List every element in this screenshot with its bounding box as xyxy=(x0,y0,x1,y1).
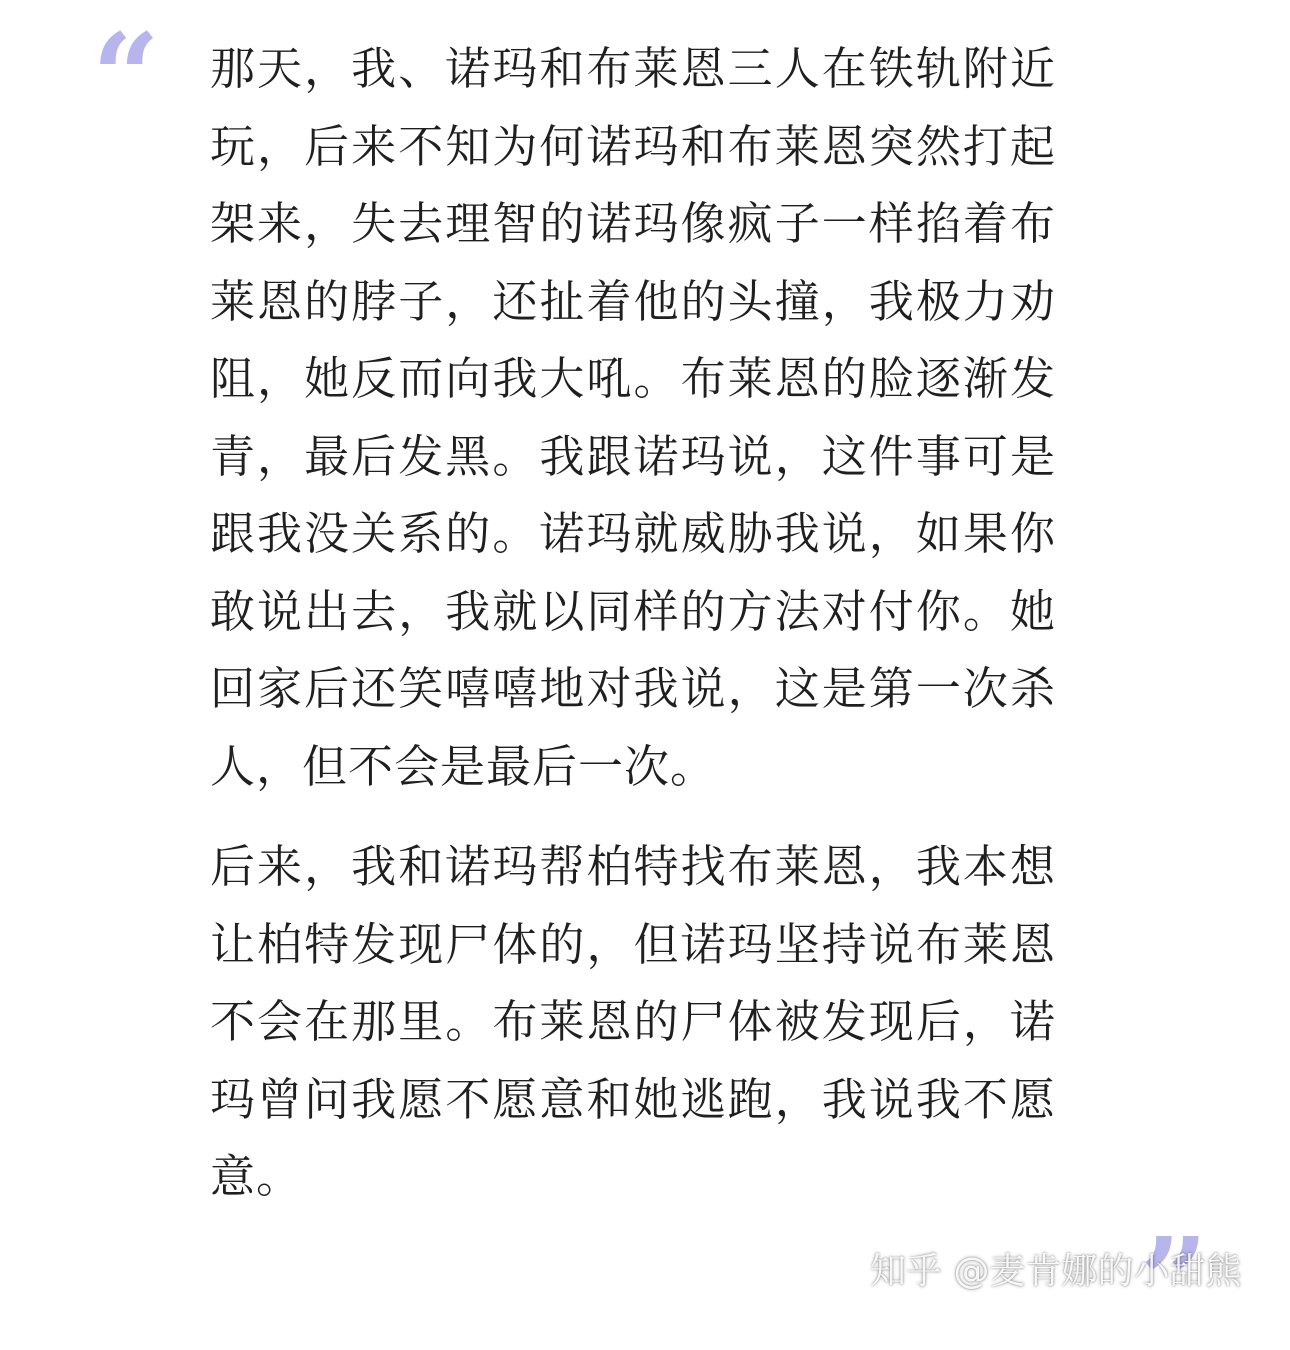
open-quote-mark: “ xyxy=(92,7,160,146)
quote-body xyxy=(210,30,1056,1216)
paragraph-1: 那天，我、诺玛和布莱恩三人在铁轨附近玩，后来不知为何诺玛和布莱恩突然打起架来，失去理智的诺玛像疯子一样掐着布莱恩的脖子，还扯着他的头撞，我极力劝阻，她反而向我大吼。布莱恩的脸逐渐发青，最后发黑。我跟诺玛说，这件事可是跟我没关系的。诺玛就威胁我说，如果你敢说出去，我就以同样的方法对付你。她回家后还笑嘻嘻地对我说，这是第一次杀人，但不会是最后一次。 xyxy=(210,42,1056,793)
close-quote-mark: ” xyxy=(1140,1211,1208,1350)
paragraph-2: 后来，我和诺玛帮柏特找布莱恩，我本想让柏特发现尸体的，但诺玛坚持说布莱恩不会在那里。布莱恩的尸体被发现后，诺玛曾问我愿不愿意和她逃跑，我说我不愿意。 xyxy=(210,840,1056,1203)
watermark: 知乎 @麦肯娜的小甜熊 xyxy=(870,1251,1242,1292)
